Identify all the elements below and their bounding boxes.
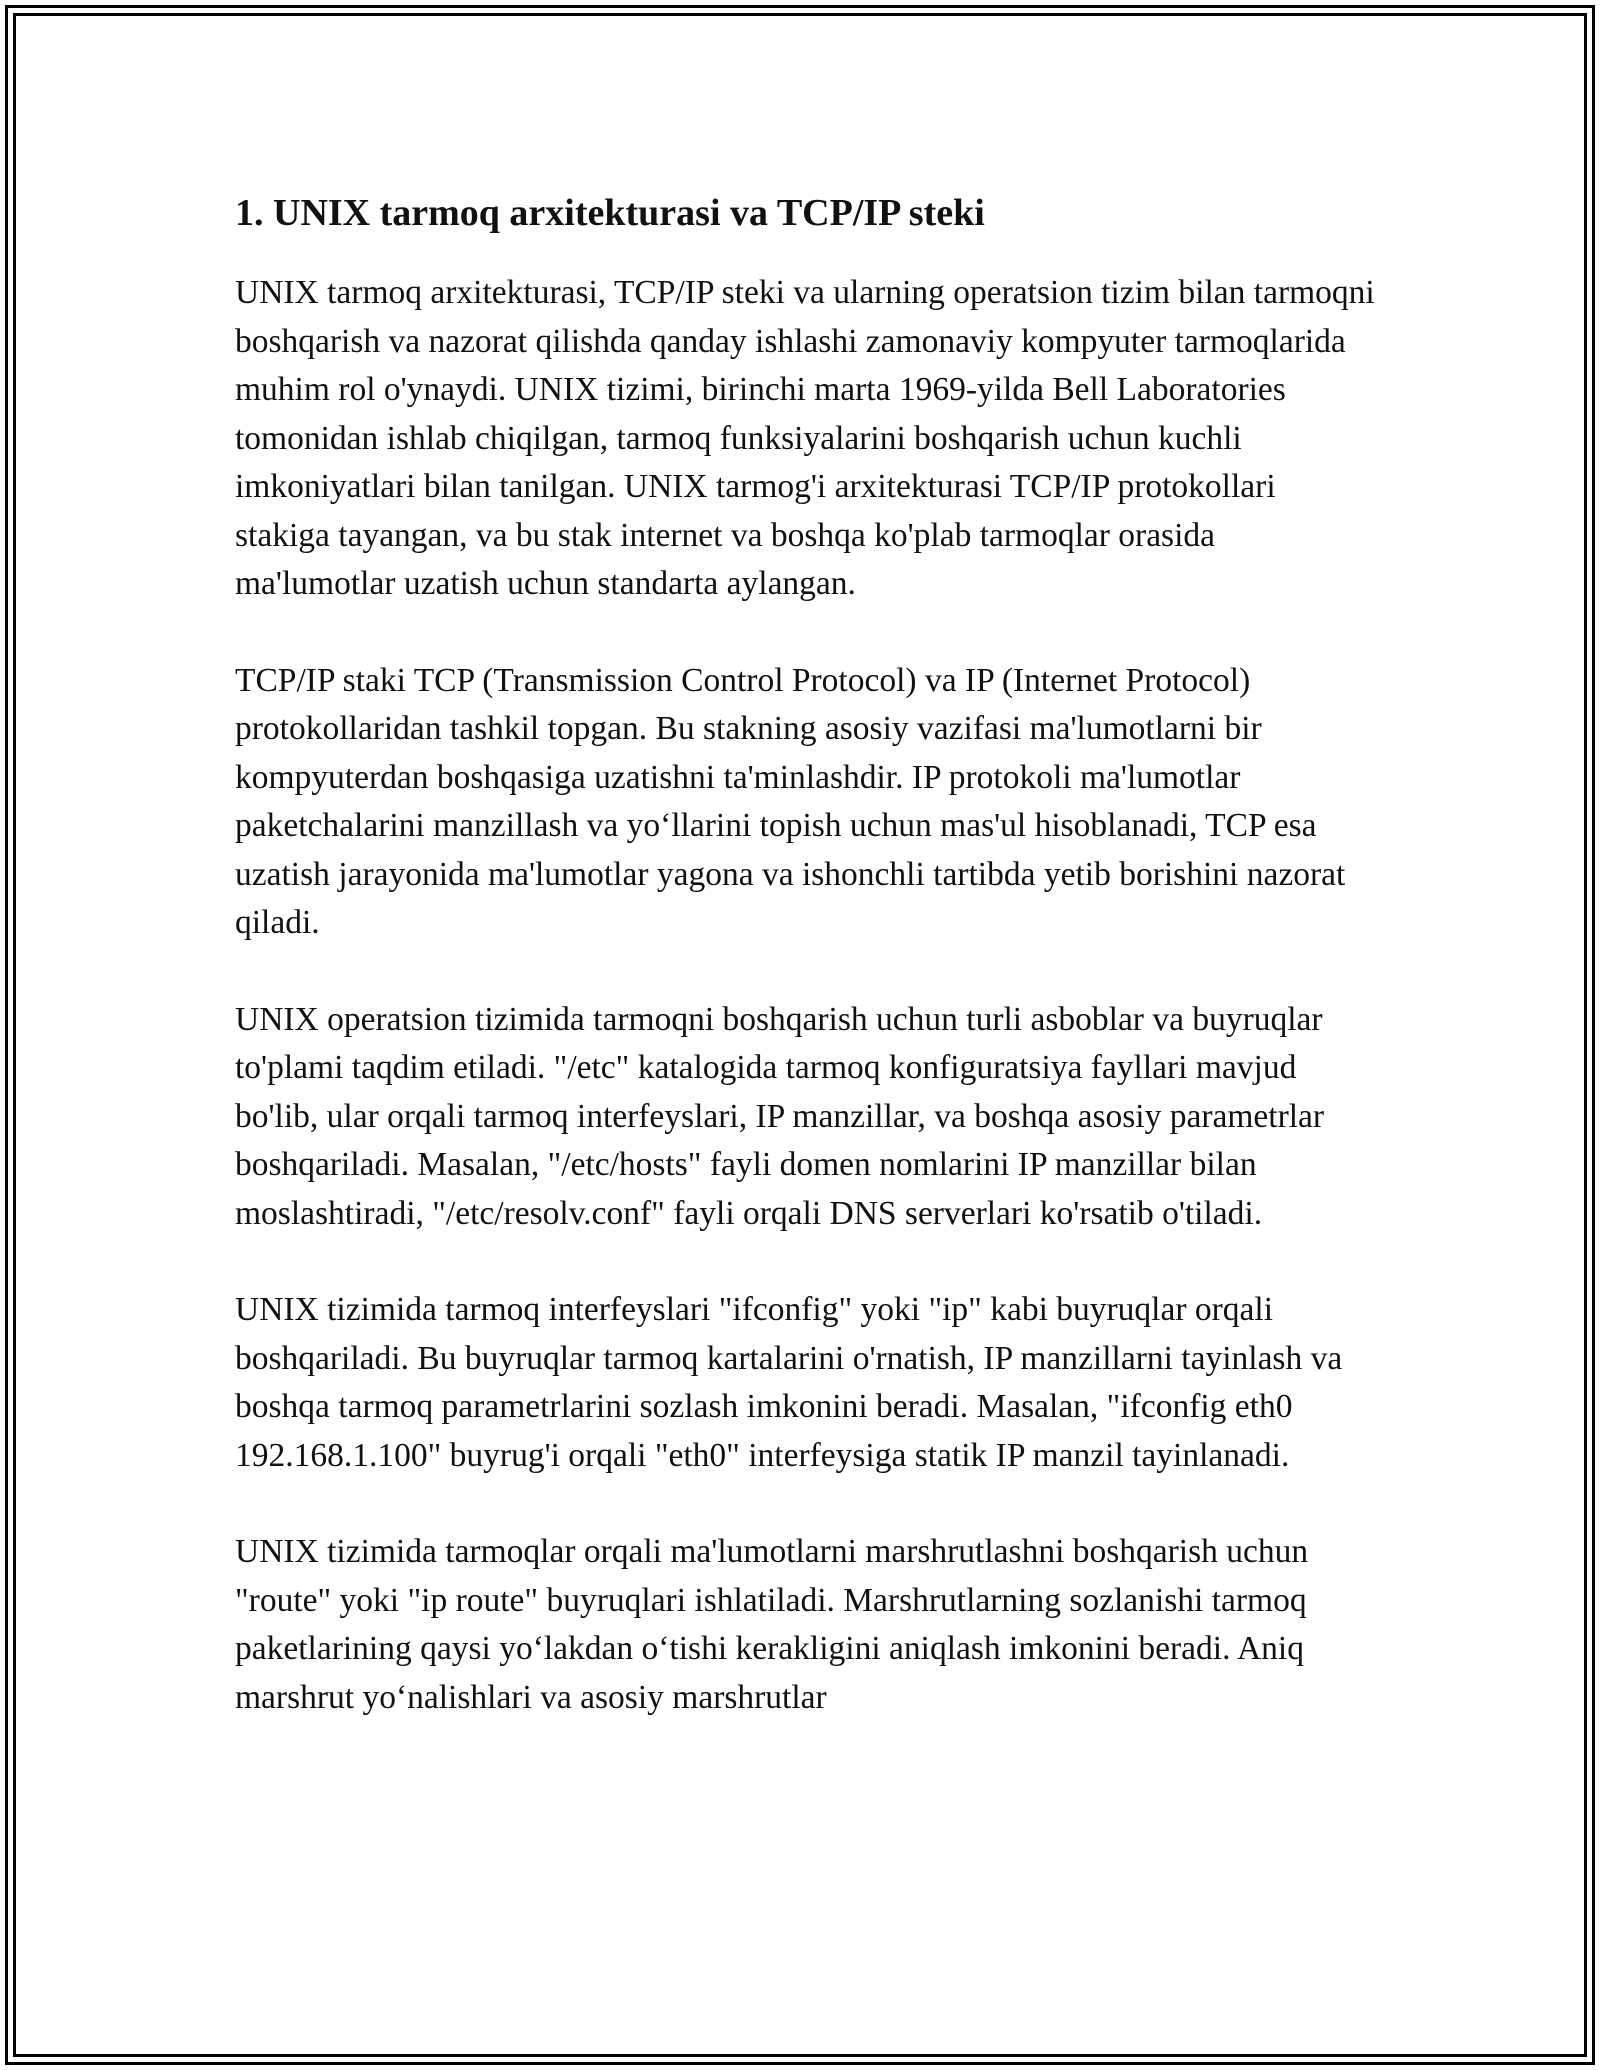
document-body (235, 185, 1375, 1770)
paragraph-tcp-ip-stack: TCP/IP staki TCP (Transmission Control Protocol) va IP (Internet Protocol) protokollaridan tashkil topgan. Bu stakning asosiy vazifasi ma'lumotlarni bir kompyuterdan boshqasiga uzatishni ta'minlashdir. IP protokoli ma'lumotlar paketchalarini manzillash va yo‘llarini topish uchun mas'ul hisoblanadi, TCP esa uzatish jarayonida ma'lumotlar yagona va ishonchli tartibda yetib borishini nazorat qiladi. (235, 661, 1346, 941)
section-heading: 1. UNIX tarmoq arxitekturasi va TCP/IP steki (235, 192, 985, 234)
paragraph-unix-architecture: UNIX tarmoq arxitekturasi, TCP/IP steki va ularning operatsion tizim bilan tarmoqni boshqarish va nazorat qilishda qanday ishlashi zamonaviy kompyuter tarmoqlarida muhim rol o'ynaydi. UNIX tizimi, birinchi marta 1969-yilda Bell Laboratories tomonidan ishlab chiqilgan, tarmoq funksiyalarini boshqarish uchun kuchli imkoniyatlari bilan tanilgan. UNIX tarmog'i arxitekturasi TCP/IP protokollari stakiga tayangan, va bu stak internet va boshqa ko'plab tarmoqlar orasida ma'lumotlar uzatish uchun standarta aylangan. (235, 274, 1375, 602)
paragraph-network-interfaces: UNIX tizimida tarmoq interfeyslari "ifconfig" yoki "ip" kabi buyruqlar orqali boshqariladi. Bu buyruqlar tarmoq kartalarini o'rnatish, IP manzillarni tayinlash va boshqa tarmoq parametrlarini sozlash imkonini beradi. Masalan, "ifconfig eth0 192.168.1.100" buyrug'i orqali "eth0" interfeysiga statik IP manzil tayinlanadi. (235, 1291, 1343, 1474)
paragraph-network-config-files: UNIX operatsion tizimida tarmoqni boshqarish uchun turli asboblar va buyruqlar to'plami taqdim etiladi. "/etc" katalogida tarmoq konfiguratsiya fayllari mavjud bo'lib, ular orqali tarmoq interfeyslari, IP manzillar, va boshqa asosiy parametrlar boshqariladi. Masalan, "/etc/hosts" fayli domen nomlarini IP manzillar bilan moslashtiradi, "/etc/resolv.conf" fayli orqali DNS serverlari ko'rsatib o'tiladi. (235, 1000, 1325, 1232)
paragraph-routing: UNIX tizimida tarmoqlar orqali ma'lumotlarni marshrutlashni boshqarish uchun "route" yoki "ip route" buyruqlari ishlatiladi. Marshrutlarning sozlanishi tarmoq paketlarining qaysi yo‘lakdan o‘tishi kerakligini aniqlash imkonini beradi. Aniq marshrut yo‘nalishlari va asosiy marshrutlar (235, 1533, 1309, 1716)
